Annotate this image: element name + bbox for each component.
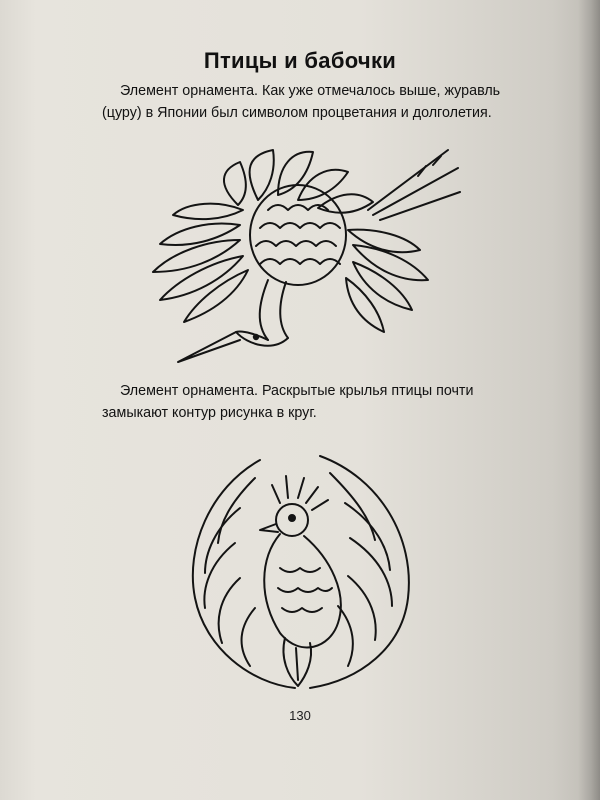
page-title: Птицы и бабочки [203, 48, 397, 73]
paragraph-crane: Элемент орнамента. Как уже отмечалось выше, журавль (цуру) в Японии был символом процветания и долголетия. [102, 83, 501, 121]
paragraph-phoenix: Элемент орнамента. Раскрытые крылья птицы почти замыкают контур рисунка в круг. [102, 383, 474, 421]
page-edge-shadow [578, 0, 600, 800]
phoenix-ornament-illustration [180, 448, 420, 698]
crane-ornament-illustration [148, 140, 468, 370]
page-number: 130 [289, 708, 311, 723]
